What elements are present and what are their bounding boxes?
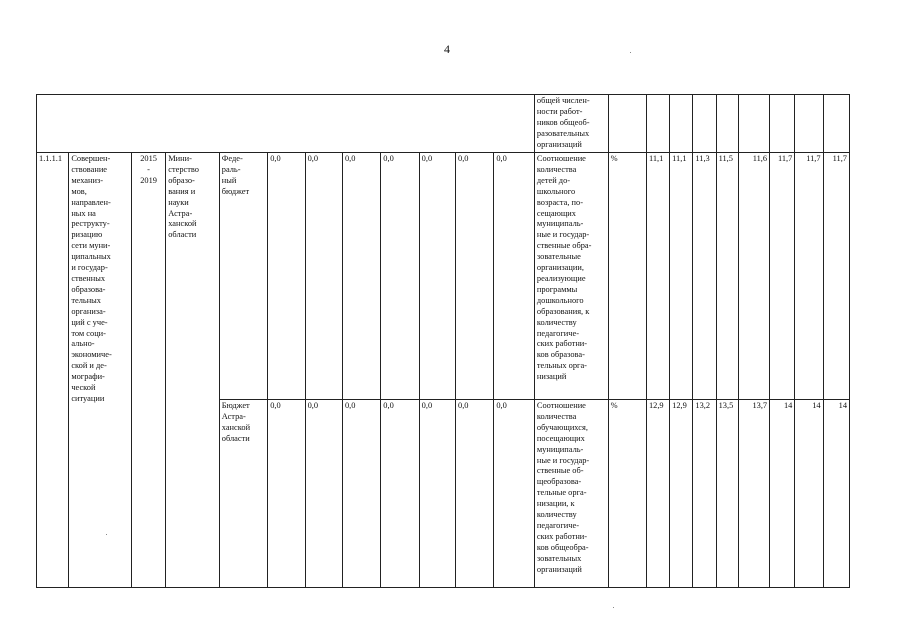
indicator-value: 11,1 xyxy=(670,153,693,400)
indicator-value: 11,3 xyxy=(693,153,716,400)
indicator-value: 14 xyxy=(823,400,849,588)
scan-speck xyxy=(630,52,631,53)
funding-amount: 0,0 xyxy=(494,400,535,588)
continuation-value xyxy=(646,95,669,153)
funding-amount: 0,0 xyxy=(456,153,494,400)
continuation-unit xyxy=(608,95,646,153)
indicator-value: 11,6 xyxy=(738,153,769,400)
funding-amount: 0,0 xyxy=(342,400,380,588)
measure-code: 1.1.1.1 xyxy=(37,153,69,588)
indicator-value: 11,7 xyxy=(795,153,823,400)
continuation-value xyxy=(795,95,823,153)
continuation-empty-cell xyxy=(37,95,535,153)
table-row xyxy=(37,153,850,400)
funding-amount: 0,0 xyxy=(305,400,342,588)
program-table xyxy=(36,94,850,588)
indicator-value: 12,9 xyxy=(670,400,693,588)
page-number: 4 xyxy=(444,42,450,56)
funding-amount: 0,0 xyxy=(381,400,419,588)
measure-period: 2015 - 2019 xyxy=(131,153,165,588)
continuation-value xyxy=(823,95,849,153)
indicator-unit: % xyxy=(608,400,646,588)
funding-amount: 0,0 xyxy=(456,400,494,588)
continuation-row xyxy=(37,95,850,153)
funding-amount: 0,0 xyxy=(419,400,455,588)
indicator-unit: % xyxy=(608,153,646,400)
indicator-value: 14 xyxy=(795,400,823,588)
continuation-indicator: общей числен- ности работ- ников общеоб- разовательных организаций xyxy=(534,95,608,153)
measure-executor: Мини- стерство образо- вания и науки Астра- ханской области xyxy=(166,153,220,588)
continuation-value xyxy=(738,95,769,153)
indicator-value: 12,9 xyxy=(646,400,669,588)
continuation-value xyxy=(770,95,795,153)
indicator-text: Соотношение количества обучающихся, посещающих муниципаль- ные и государ- ственные об- щеобразова- тельные орга- низации, к количеству педагогиче- ских работни- ков общеобра- зовательных организаций xyxy=(534,400,608,588)
scan-speck xyxy=(106,534,107,535)
continuation-value xyxy=(716,95,738,153)
indicator-value: 11,1 xyxy=(646,153,669,400)
indicator-text: Соотношение количества детей до- школьного возраста, по- сещающих муниципаль- ные и государ- ственные обра- зовательные организации, реализующие программы дошкольного образования, к количеству педагогиче- ских работни- ков образова- тельных орга- низаций xyxy=(534,153,608,400)
indicator-value: 11,5 xyxy=(716,153,738,400)
funding-amount: 0,0 xyxy=(342,153,380,400)
funding-amount: 0,0 xyxy=(268,400,305,588)
funding-source: Бюджет Астра- ханской области xyxy=(219,400,267,588)
indicator-value: 13,5 xyxy=(716,400,738,588)
indicator-value: 13,7 xyxy=(738,400,769,588)
funding-source: Феде- раль- ный бюджет xyxy=(219,153,267,400)
funding-amount: 0,0 xyxy=(305,153,342,400)
scan-speck xyxy=(613,607,614,608)
indicator-value: 11,7 xyxy=(770,153,795,400)
indicator-value: 13,2 xyxy=(693,400,716,588)
funding-amount: 0,0 xyxy=(494,153,535,400)
continuation-value xyxy=(693,95,716,153)
continuation-value xyxy=(670,95,693,153)
indicator-value: 11,7 xyxy=(823,153,849,400)
indicator-value: 14 xyxy=(770,400,795,588)
funding-amount: 0,0 xyxy=(381,153,419,400)
funding-amount: 0,0 xyxy=(419,153,455,400)
funding-amount: 0,0 xyxy=(268,153,305,400)
measure-title: Совершен- ствование механиз- мов, направлен- ных на реструкту- ризацию сети муни- ципальных и государ- ственных образова- тельных организа- ций с уче- том соци- ально- экономиче- ской и де- мографи- ческой ситуации xyxy=(69,153,132,588)
